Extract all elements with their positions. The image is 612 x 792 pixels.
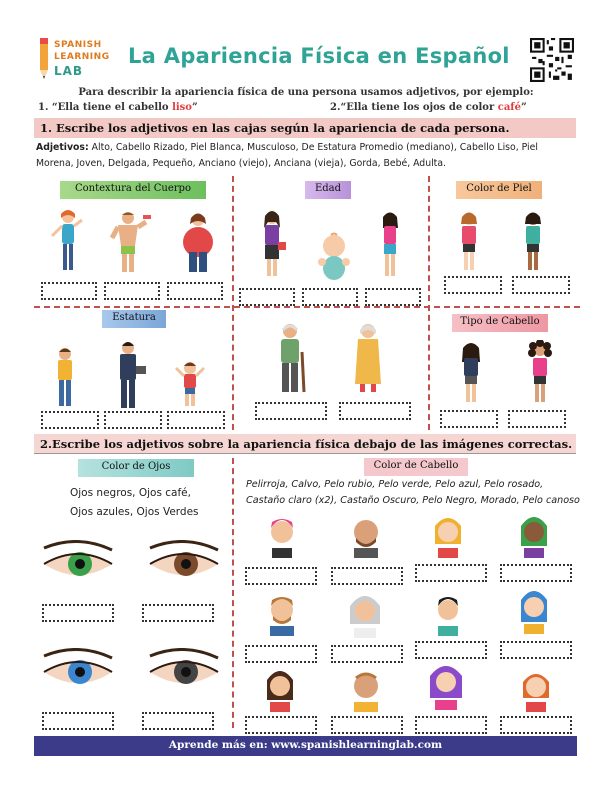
page-title: La Apariencia Física en Español — [128, 44, 510, 68]
black-hair-face-icon — [430, 590, 466, 636]
logo-line-2: LEARNING — [54, 52, 110, 62]
separator-vertical-2 — [428, 176, 430, 430]
bald-face-icon — [346, 514, 386, 558]
blonde-hair-face-icon — [430, 514, 466, 558]
intro-text: Para describir la apariencia física de una persona usamos adjetivos, por ejemplo: — [78, 87, 534, 98]
answer-box[interactable] — [41, 411, 99, 429]
label-color-ojos: Color de Ojos — [78, 459, 194, 477]
answer-box[interactable] — [415, 716, 487, 734]
label-contextura: Contextura del Cuerpo — [60, 181, 206, 199]
answer-box[interactable] — [142, 712, 214, 730]
medium-height-man-figure — [48, 346, 82, 408]
answer-box[interactable] — [255, 402, 327, 420]
dark-skin-woman-figure — [516, 210, 550, 272]
pink-hair-face-icon — [264, 514, 300, 558]
answer-box[interactable] — [239, 288, 295, 306]
answer-box[interactable] — [42, 712, 114, 730]
answer-box[interactable] — [508, 410, 566, 428]
brown-eye-icon — [146, 540, 222, 586]
answer-box[interactable] — [167, 411, 225, 429]
muscular-man-figure — [108, 210, 152, 274]
answer-box[interactable] — [512, 276, 570, 294]
answer-box[interactable] — [41, 282, 97, 300]
answer-box[interactable] — [302, 288, 358, 306]
red-hair-face-icon — [518, 668, 554, 712]
adult-woman-figure — [254, 208, 290, 278]
dark-brown-hair-face-icon — [262, 664, 298, 712]
logo-line-3: LAB — [54, 64, 84, 78]
light-brown-hair-bald-face-icon — [346, 664, 386, 712]
light-brown-hair-man-face-icon — [262, 590, 302, 636]
answer-box[interactable] — [331, 716, 403, 734]
label-color-cabello: Color de Cabello — [364, 458, 468, 476]
tall-man-figure — [108, 340, 148, 410]
answer-box[interactable] — [500, 716, 572, 734]
label-color-piel: Color de Piel — [456, 181, 542, 199]
black-eye-icon — [146, 648, 222, 694]
young-woman-figure — [374, 210, 406, 278]
separator-horizontal — [34, 306, 580, 308]
eye-colors-list: Ojos negros, Ojos café, Ojos azules, Ojos Verdes — [70, 487, 199, 518]
label-edad: Edad — [305, 181, 351, 199]
answer-box[interactable] — [444, 276, 502, 294]
purple-hair-face-icon — [426, 660, 466, 710]
adjectives-list: Adjetivos: Alto, Cabello Rizado, Piel Blanca, Musculoso, De Estatura Promedio (mediano), Cabello Liso, Piel Morena, Joven, Delgada, Pequeño, Anciano (viejo), Anciana (vieja), Gorda, Bebé, Adulta. — [36, 142, 538, 169]
footer-banner[interactable]: Aprende más en: www.spanishlearninglab.com — [34, 736, 577, 756]
answer-box[interactable] — [104, 282, 160, 300]
thin-woman-figure — [48, 208, 88, 272]
blue-eye-icon — [40, 648, 116, 694]
answer-box[interactable] — [167, 282, 223, 300]
pencil-icon — [38, 38, 50, 80]
example-1: 1. “Ella tiene el cabello liso” — [38, 102, 198, 113]
straight-hair-woman-figure — [454, 340, 488, 404]
answer-box[interactable] — [331, 645, 403, 663]
answer-box[interactable] — [365, 288, 421, 306]
answer-box[interactable] — [500, 641, 572, 659]
answer-box[interactable] — [339, 402, 411, 420]
answer-box[interactable] — [415, 564, 487, 582]
label-estatura: Estatura — [102, 310, 166, 328]
answer-box[interactable] — [440, 410, 498, 428]
separator-vertical-1 — [232, 176, 234, 430]
hair-colors-list: Pelirroja, Calvo, Pelo rubio, Pelo verde, Pelo azul, Pelo rosado, Castaño claro (x2), Castaño Oscuro, Pelo Negro, Morado, Pelo canoso — [246, 479, 580, 506]
answer-box[interactable] — [500, 564, 572, 582]
example-2-highlight: café — [497, 102, 521, 113]
fat-woman-figure — [176, 212, 220, 274]
answer-box[interactable] — [245, 716, 317, 734]
task-2-banner: 2.Escribe los adjetivos sobre la apariencia física debajo de las imágenes correctas. — [34, 434, 576, 454]
old-man-figure — [272, 322, 312, 394]
separator-vertical-3 — [232, 458, 234, 728]
brand-logo — [38, 38, 128, 82]
green-hair-face-icon — [516, 512, 552, 558]
answer-box[interactable] — [104, 411, 162, 429]
blue-hair-face-icon — [516, 586, 552, 634]
example-2: 2.“Ella tiene los ojos de color café” — [330, 102, 527, 113]
green-eye-icon — [40, 540, 116, 586]
answer-box[interactable] — [42, 604, 114, 622]
gray-hair-face-icon — [346, 590, 384, 638]
curly-hair-woman-figure — [522, 340, 558, 404]
task-1-banner: 1. Escribe los adjetivos en las cajas según la apariencia de cada persona. — [34, 118, 576, 138]
answer-box[interactable] — [415, 641, 487, 659]
old-woman-figure — [348, 322, 388, 394]
answer-box[interactable] — [245, 645, 317, 663]
answer-box[interactable] — [331, 567, 403, 585]
answer-box[interactable] — [142, 604, 214, 622]
answer-box[interactable] — [245, 567, 317, 585]
example-1-highlight: liso — [172, 102, 192, 113]
qr-code-icon — [530, 38, 574, 82]
logo-line-1: SPANISH — [54, 40, 102, 50]
short-boy-figure — [174, 360, 206, 408]
baby-figure — [314, 232, 354, 282]
light-skin-woman-figure — [452, 210, 486, 272]
label-tipo-cabello: Tipo de Cabello — [452, 314, 548, 332]
